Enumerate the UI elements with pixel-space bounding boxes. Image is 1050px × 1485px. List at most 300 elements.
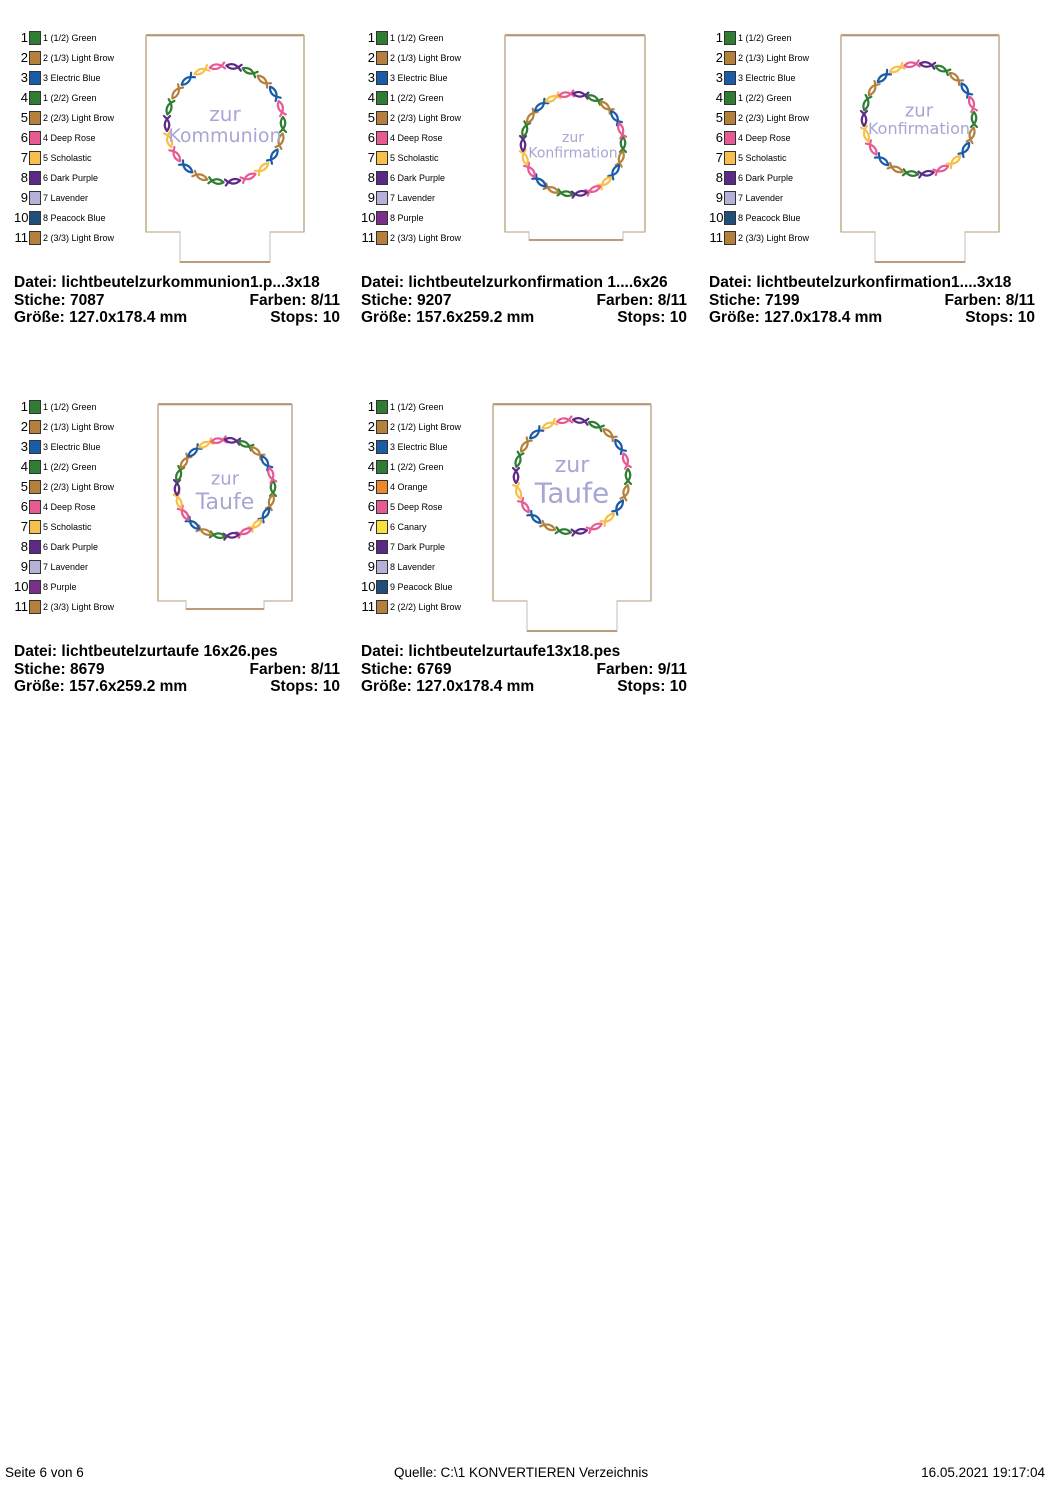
color-number: 6 bbox=[367, 499, 375, 514]
color-number: 7 bbox=[20, 150, 28, 165]
color-name: 3 Electric Blue bbox=[738, 73, 796, 83]
color-row bbox=[14, 597, 114, 617]
color-swatch bbox=[376, 191, 388, 205]
stops-value: 10 bbox=[322, 309, 340, 326]
color-swatch bbox=[29, 500, 41, 514]
color-row bbox=[709, 128, 791, 148]
color-name: 2 (1/3) Light Brow bbox=[390, 53, 462, 63]
stitches-line bbox=[14, 292, 340, 310]
color-number: 11 bbox=[14, 230, 28, 245]
color-number: 3 bbox=[715, 70, 723, 85]
color-row bbox=[14, 108, 114, 128]
color-number: 10 bbox=[14, 579, 29, 594]
size-value: 127.0x178.4 mm bbox=[416, 678, 535, 695]
colors-label: Farben: bbox=[249, 291, 307, 309]
color-name: 4 Deep Rose bbox=[43, 502, 96, 512]
color-name: 3 Electric Blue bbox=[43, 442, 101, 452]
stitches-line bbox=[361, 661, 687, 679]
color-name: 1 (1/2) Green bbox=[43, 402, 97, 412]
size-value: 127.0x178.4 mm bbox=[764, 309, 883, 326]
design-card-kommunion bbox=[14, 28, 344, 358]
color-number: 3 bbox=[20, 70, 28, 85]
design-preview bbox=[144, 34, 306, 273]
color-number: 7 bbox=[715, 150, 723, 165]
color-swatch bbox=[29, 191, 41, 205]
color-name: 1 (2/2) Green bbox=[390, 462, 444, 472]
size-value: 157.6x259.2 mm bbox=[69, 678, 188, 695]
design-info bbox=[14, 274, 340, 327]
size-line bbox=[709, 309, 1035, 327]
color-row bbox=[14, 228, 114, 248]
colors-value: 8/11 bbox=[310, 660, 340, 678]
color-swatch bbox=[724, 211, 736, 225]
color-row bbox=[361, 168, 445, 188]
color-name: 2 (2/2) Light Brow bbox=[390, 602, 462, 612]
color-swatch bbox=[29, 151, 41, 165]
stitches-label: Stiche: bbox=[14, 660, 66, 678]
color-number: 3 bbox=[367, 439, 375, 454]
color-swatch bbox=[29, 420, 41, 434]
color-number: 4 bbox=[715, 90, 723, 105]
file-line bbox=[709, 274, 1035, 292]
color-swatch bbox=[29, 460, 41, 474]
color-row bbox=[361, 188, 435, 208]
color-swatch bbox=[376, 211, 388, 225]
color-row bbox=[14, 457, 97, 477]
stitches-value: 8679 bbox=[70, 660, 105, 678]
motif-text-line-1: zur bbox=[904, 100, 934, 122]
stops-label: Stops: bbox=[617, 678, 666, 695]
file-line bbox=[361, 643, 687, 661]
color-row bbox=[361, 497, 443, 517]
color-name: 3 Electric Blue bbox=[43, 73, 101, 83]
color-number: 2 bbox=[715, 50, 723, 65]
color-swatch bbox=[29, 91, 41, 105]
color-name: 5 Scholastic bbox=[390, 153, 439, 163]
design-card-taufe-13x18 bbox=[361, 397, 691, 727]
colors-label: Farben: bbox=[596, 660, 654, 678]
color-number: 2 bbox=[367, 419, 375, 434]
color-number: 5 bbox=[20, 110, 28, 125]
color-swatch bbox=[376, 51, 388, 65]
color-name: 8 Peacock Blue bbox=[738, 213, 801, 223]
color-number: 4 bbox=[20, 459, 28, 474]
color-row bbox=[709, 48, 809, 68]
color-swatch bbox=[724, 91, 736, 105]
color-name: 3 Electric Blue bbox=[390, 73, 448, 83]
color-row bbox=[361, 417, 461, 437]
size-value: 157.6x259.2 mm bbox=[416, 309, 535, 326]
color-row bbox=[14, 168, 98, 188]
color-name: 2 (3/3) Light Brow bbox=[738, 233, 810, 243]
color-name: 7 Lavender bbox=[43, 193, 89, 203]
color-number: 2 bbox=[367, 50, 375, 65]
design-preview bbox=[839, 34, 1001, 273]
file-name: lichtbeutelzurkonfirmation 1....6x26 bbox=[408, 274, 668, 291]
design-preview-svg bbox=[144, 34, 306, 268]
color-swatch bbox=[724, 111, 736, 125]
color-name: 5 Scholastic bbox=[43, 522, 92, 532]
stitches-value: 7087 bbox=[70, 291, 105, 309]
color-swatch bbox=[29, 231, 41, 245]
color-name: 4 Deep Rose bbox=[390, 133, 443, 143]
color-row bbox=[361, 577, 453, 597]
color-swatch bbox=[376, 520, 388, 534]
size-value: 127.0x178.4 mm bbox=[69, 309, 188, 326]
design-card-konfirmation-16x26 bbox=[361, 28, 691, 358]
motif-text-line-2: Taufe bbox=[534, 476, 610, 510]
color-swatch bbox=[724, 191, 736, 205]
color-row bbox=[14, 497, 96, 517]
color-row bbox=[709, 208, 801, 228]
color-number: 6 bbox=[367, 130, 375, 145]
color-number: 1 bbox=[20, 30, 28, 45]
color-row bbox=[361, 477, 428, 497]
color-name: 2 (3/3) Light Brow bbox=[43, 602, 115, 612]
color-row bbox=[14, 48, 114, 68]
color-row bbox=[14, 148, 92, 168]
motif-text-line-1: zur bbox=[209, 102, 241, 127]
stops-value: 10 bbox=[669, 309, 687, 326]
color-swatch bbox=[376, 540, 388, 554]
motif-text-line-2: Konfirmation bbox=[867, 119, 971, 139]
color-swatch bbox=[376, 580, 388, 594]
color-number: 5 bbox=[715, 110, 723, 125]
file-line bbox=[361, 274, 687, 292]
color-swatch bbox=[29, 211, 41, 225]
stitches-line bbox=[14, 661, 340, 679]
color-number: 5 bbox=[367, 479, 375, 494]
color-row bbox=[361, 557, 435, 577]
size-line bbox=[14, 678, 340, 696]
color-swatch bbox=[376, 400, 388, 414]
color-number: 11 bbox=[709, 230, 723, 245]
color-swatch bbox=[29, 540, 41, 554]
color-row bbox=[361, 208, 424, 228]
color-number: 11 bbox=[14, 599, 28, 614]
color-name: 5 Scholastic bbox=[738, 153, 787, 163]
color-row bbox=[361, 148, 439, 168]
color-swatch bbox=[376, 171, 388, 185]
bag-outline bbox=[841, 36, 999, 262]
color-name: 7 Lavender bbox=[43, 562, 89, 572]
file-name: lichtbeutelzurtaufe13x18.pes bbox=[408, 643, 621, 660]
color-number: 3 bbox=[367, 70, 375, 85]
color-name: 3 Electric Blue bbox=[390, 442, 448, 452]
color-row bbox=[709, 188, 783, 208]
color-row bbox=[14, 88, 97, 108]
color-row bbox=[14, 208, 106, 228]
color-swatch bbox=[376, 500, 388, 514]
color-swatch bbox=[29, 520, 41, 534]
color-name: 1 (2/2) Green bbox=[43, 462, 97, 472]
motif-text-line-2: Kommunion bbox=[168, 125, 282, 148]
design-card-taufe-16x26 bbox=[14, 397, 344, 727]
color-name: 1 (2/2) Green bbox=[738, 93, 792, 103]
color-swatch bbox=[29, 400, 41, 414]
bag-outline bbox=[493, 405, 651, 631]
file-line bbox=[14, 274, 340, 292]
color-number: 11 bbox=[361, 230, 375, 245]
color-number: 8 bbox=[20, 539, 28, 554]
motif-text-line-1: zur bbox=[210, 468, 240, 490]
color-row bbox=[361, 68, 448, 88]
color-row bbox=[361, 457, 444, 477]
color-swatch bbox=[29, 111, 41, 125]
size-label: Größe: bbox=[361, 309, 412, 326]
file-label: Datei: bbox=[361, 274, 405, 291]
color-number: 10 bbox=[361, 579, 376, 594]
size-label: Größe: bbox=[14, 309, 65, 326]
design-info bbox=[361, 274, 687, 327]
color-number: 1 bbox=[20, 399, 28, 414]
color-swatch bbox=[724, 71, 736, 85]
colors-value: 8/11 bbox=[1005, 291, 1035, 309]
design-preview bbox=[491, 403, 653, 642]
color-number: 8 bbox=[715, 170, 723, 185]
stops-label: Stops: bbox=[270, 309, 319, 326]
color-number: 5 bbox=[20, 479, 28, 494]
color-row bbox=[361, 228, 461, 248]
motif-text-line-1: zur bbox=[554, 452, 590, 478]
design-info bbox=[709, 274, 1035, 327]
color-number: 4 bbox=[20, 90, 28, 105]
color-swatch bbox=[29, 480, 41, 494]
color-name: 2 (2/3) Light Brow bbox=[43, 482, 115, 492]
color-name: 6 Dark Purple bbox=[43, 173, 99, 183]
design-preview-svg bbox=[156, 403, 294, 615]
color-row bbox=[709, 168, 793, 188]
motif-text-line-2: Taufe bbox=[195, 489, 255, 515]
color-name: 2 (3/3) Light Brow bbox=[43, 233, 115, 243]
size-label: Größe: bbox=[709, 309, 760, 326]
color-name: 8 Purple bbox=[390, 213, 424, 223]
stitches-line bbox=[361, 292, 687, 310]
color-number: 8 bbox=[367, 170, 375, 185]
color-name: 4 Deep Rose bbox=[43, 133, 96, 143]
color-number: 7 bbox=[367, 150, 375, 165]
color-number: 9 bbox=[715, 190, 723, 205]
design-info bbox=[14, 643, 340, 696]
color-row bbox=[361, 128, 443, 148]
color-number: 10 bbox=[361, 210, 376, 225]
file-label: Datei: bbox=[709, 274, 753, 291]
colors-label: Farben: bbox=[944, 291, 1002, 309]
size-line bbox=[361, 678, 687, 696]
color-number: 9 bbox=[20, 559, 28, 574]
color-row bbox=[709, 228, 809, 248]
color-swatch bbox=[29, 580, 41, 594]
color-name: 8 Purple bbox=[43, 582, 77, 592]
motif-text-line-1: zur bbox=[562, 129, 584, 146]
color-name: 2 (1/3) Light Brow bbox=[43, 53, 115, 63]
color-row bbox=[14, 417, 114, 437]
color-swatch bbox=[724, 51, 736, 65]
design-card-konfirmation-13x18 bbox=[709, 28, 1039, 358]
footer-page-number: Seite 6 von 6 bbox=[5, 1465, 84, 1480]
color-row bbox=[709, 108, 809, 128]
stops-value: 10 bbox=[669, 678, 687, 695]
stops-label: Stops: bbox=[270, 678, 319, 695]
color-row bbox=[361, 397, 444, 417]
color-swatch bbox=[376, 151, 388, 165]
stitches-value: 6769 bbox=[417, 660, 452, 678]
color-row bbox=[361, 88, 444, 108]
color-row bbox=[361, 48, 461, 68]
size-label: Größe: bbox=[361, 678, 412, 695]
color-name: 6 Dark Purple bbox=[43, 542, 99, 552]
color-name: 2 (2/3) Light Brow bbox=[390, 113, 462, 123]
footer-source: Quelle: C:\1 KONVERTIEREN Verzeichnis bbox=[394, 1465, 649, 1480]
color-row bbox=[361, 517, 427, 537]
color-number: 4 bbox=[367, 459, 375, 474]
color-name: 9 Peacock Blue bbox=[390, 582, 453, 592]
color-name: 2 (1/2) Light Brow bbox=[390, 422, 462, 432]
color-number: 2 bbox=[20, 50, 28, 65]
color-name: 1 (1/2) Green bbox=[390, 33, 444, 43]
color-number: 9 bbox=[367, 190, 375, 205]
color-swatch bbox=[376, 31, 388, 45]
color-swatch bbox=[29, 560, 41, 574]
color-swatch bbox=[376, 460, 388, 474]
color-row bbox=[14, 577, 77, 597]
color-name: 4 Orange bbox=[390, 482, 428, 492]
design-info bbox=[361, 643, 687, 696]
color-row bbox=[14, 477, 114, 497]
design-preview bbox=[156, 403, 294, 620]
color-swatch bbox=[376, 111, 388, 125]
color-row bbox=[361, 597, 461, 617]
stops-value: 10 bbox=[1017, 309, 1035, 326]
color-number: 10 bbox=[14, 210, 29, 225]
color-row bbox=[14, 517, 92, 537]
size-line bbox=[14, 309, 340, 327]
color-swatch bbox=[376, 91, 388, 105]
color-swatch bbox=[29, 171, 41, 185]
color-name: 5 Scholastic bbox=[43, 153, 92, 163]
motif-text-line-2: Konfirmation bbox=[528, 145, 618, 162]
color-swatch bbox=[29, 600, 41, 614]
color-number: 11 bbox=[361, 599, 375, 614]
size-line bbox=[361, 309, 687, 327]
stitches-label: Stiche: bbox=[361, 660, 413, 678]
color-number: 9 bbox=[20, 190, 28, 205]
color-number: 7 bbox=[20, 519, 28, 534]
color-row bbox=[361, 28, 444, 48]
stops-value: 10 bbox=[322, 678, 340, 695]
color-swatch bbox=[376, 600, 388, 614]
color-number: 7 bbox=[367, 519, 375, 534]
color-swatch bbox=[376, 420, 388, 434]
color-row bbox=[14, 397, 97, 417]
color-name: 7 Lavender bbox=[390, 193, 436, 203]
color-row bbox=[14, 28, 97, 48]
color-number: 1 bbox=[367, 30, 375, 45]
color-name: 1 (2/2) Green bbox=[390, 93, 444, 103]
color-name: 1 (1/2) Green bbox=[43, 33, 97, 43]
stitches-line bbox=[709, 292, 1035, 310]
stitches-label: Stiche: bbox=[709, 291, 761, 309]
color-row bbox=[361, 108, 461, 128]
color-name: 7 Lavender bbox=[738, 193, 784, 203]
color-row bbox=[709, 68, 796, 88]
color-number: 8 bbox=[367, 539, 375, 554]
color-number: 10 bbox=[709, 210, 724, 225]
color-name: 6 Dark Purple bbox=[738, 173, 794, 183]
file-label: Datei: bbox=[361, 643, 405, 660]
color-swatch bbox=[724, 171, 736, 185]
footer-datetime: 16.05.2021 19:17:04 bbox=[921, 1465, 1045, 1480]
color-swatch bbox=[724, 231, 736, 245]
color-name: 6 Dark Purple bbox=[390, 173, 446, 183]
stitches-label: Stiche: bbox=[14, 291, 66, 309]
color-swatch bbox=[376, 480, 388, 494]
color-swatch bbox=[376, 231, 388, 245]
color-row bbox=[14, 437, 101, 457]
file-label: Datei: bbox=[14, 643, 58, 660]
color-swatch bbox=[376, 71, 388, 85]
color-row bbox=[361, 537, 445, 557]
color-number: 8 bbox=[20, 170, 28, 185]
file-name: lichtbeutelzurtaufe 16x26.pes bbox=[61, 643, 278, 660]
design-preview-svg bbox=[839, 34, 1001, 268]
color-row bbox=[14, 188, 88, 208]
design-preview bbox=[503, 34, 647, 251]
color-row bbox=[361, 437, 448, 457]
size-label: Größe: bbox=[14, 678, 65, 695]
color-number: 9 bbox=[367, 559, 375, 574]
color-name: 8 Peacock Blue bbox=[43, 213, 106, 223]
color-swatch bbox=[724, 31, 736, 45]
color-name: 7 Dark Purple bbox=[390, 542, 446, 552]
design-preview-svg bbox=[491, 403, 653, 637]
color-name: 2 (2/3) Light Brow bbox=[43, 113, 115, 123]
color-swatch bbox=[376, 560, 388, 574]
color-swatch bbox=[724, 131, 736, 145]
color-number: 4 bbox=[367, 90, 375, 105]
color-name: 2 (1/3) Light Brow bbox=[738, 53, 810, 63]
color-name: 2 (3/3) Light Brow bbox=[390, 233, 462, 243]
color-name: 2 (2/3) Light Brow bbox=[738, 113, 810, 123]
color-number: 3 bbox=[20, 439, 28, 454]
color-name: 6 Canary bbox=[390, 522, 427, 532]
colors-label: Farben: bbox=[249, 660, 307, 678]
color-number: 2 bbox=[20, 419, 28, 434]
color-name: 2 (1/3) Light Brow bbox=[43, 422, 115, 432]
design-preview-svg bbox=[503, 34, 647, 246]
color-swatch bbox=[29, 131, 41, 145]
color-name: 8 Lavender bbox=[390, 562, 436, 572]
stitches-label: Stiche: bbox=[361, 291, 413, 309]
color-row bbox=[709, 88, 792, 108]
color-row bbox=[14, 68, 101, 88]
color-swatch bbox=[29, 71, 41, 85]
color-number: 5 bbox=[367, 110, 375, 125]
color-number: 6 bbox=[715, 130, 723, 145]
stitches-value: 7199 bbox=[765, 291, 800, 309]
color-name: 1 (1/2) Green bbox=[390, 402, 444, 412]
file-name: lichtbeutelzurkonfirmation1....3x18 bbox=[756, 274, 1012, 291]
color-number: 6 bbox=[20, 499, 28, 514]
color-swatch bbox=[724, 151, 736, 165]
stitches-value: 9207 bbox=[417, 291, 452, 309]
stops-label: Stops: bbox=[617, 309, 666, 326]
color-name: 1 (2/2) Green bbox=[43, 93, 97, 103]
color-swatch bbox=[29, 31, 41, 45]
colors-value: 8/11 bbox=[310, 291, 340, 309]
file-line bbox=[14, 643, 340, 661]
colors-value: 8/11 bbox=[657, 291, 687, 309]
